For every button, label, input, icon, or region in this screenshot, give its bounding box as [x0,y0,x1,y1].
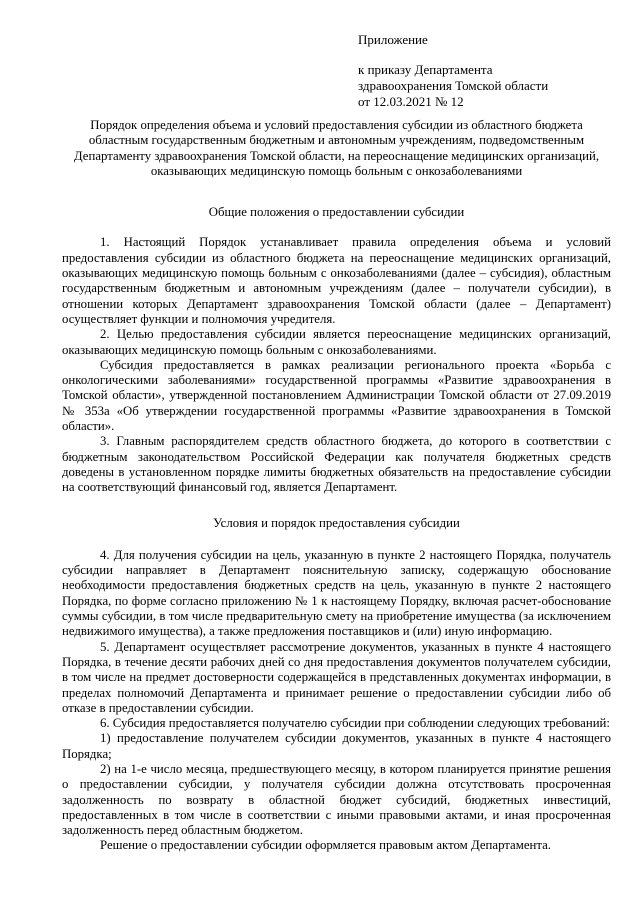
section-heading-conditions: Условия и порядок предоставления субсидии [213,515,460,530]
paragraph: 1) предоставление получателем субсидии документов, указанных в пункте 4 настоящего Порядка; [62,731,611,761]
paragraph: Решение о предоставлении субсидии оформляется правовым актом Департамента. [100,838,551,853]
appendix-block [358,32,628,110]
document-title: Порядок определения объема и условий предоставления субсидии из областного бюджета областным государственным бюджетным и автономным учреждениям, подведомственным Департаменту здравоохранения Томской области, на переоснащение медицинских организаций, оказывающих медицинскую помощь больным с онкозаболеваниями [73,118,600,178]
paragraph: 4. Для получения субсидии на цель, указанную в пункте 2 настоящего Порядка, получатель субсидии направляет в Департамент пояснительную записку, содержащую обоснование необходимости предоставления бюджетных средств на цель, указанную в пункте 2 настоящего Порядка, по форме согласно приложению № 1 к настоящему Порядку, включая расчет-обоснование суммы субсидии, в том числе предварительную смету на приобретение имущества (за исключением недвижимого имущества), а также предложения поставщиков и (или) иную информацию. [62,547,611,639]
section-heading-general: Общие положения о предоставлении субсидии [208,205,465,220]
paragraph: 3. Главным распорядителем средств областного бюджета, до которого в соответствии с бюджетным законодательством Российской Федерации как получателя бюджетных средств доведены в установленном порядке лимиты бюджетных обязательств на предоставление субсидии на соответствующий финансовый год, является Департамент. [62,434,611,495]
paragraph: 2) на 1-е число месяца, предшествующего месяцу, в котором планируется принятие решения о предоставлении субсидии, у получателя субсидии должна отсутствовать просроченная задолженность по возврату в областной бюджет субсидий, бюджетных инвестиций, предоставленных в том числе в соответствии с иными правовыми актами, и иная просроченная задолженность перед областным бюджетом. [62,761,611,838]
appendix-line-3: от 12.03.2021 № 12 [358,94,464,109]
appendix-line-2: здравоохранения Томской области [358,78,549,93]
paragraph: 5. Департамент осуществляет рассмотрение документов, указанных в пункте 4 настоящего Порядка, в течение десяти рабочих дней со дня предоставления документов получателем субсидии, в том числе на предмет достоверности содержащейся в представленных документах информации, в пределах полномочий Департамента и принимает решение о предоставлении субсидии либо об отказе в предоставлении субсидии. [62,639,611,715]
spacer [62,496,611,516]
paragraph: Субсидия предоставляется в рамках реализации регионального проекта «Борьба с онкологическими заболеваниями» государственной программы «Развитие здравоохранения в Томской области», утвержденной постановлением Администрации Томской области от 27.09.2019 № 353а «Об утверждении государственной программы «Развитие здравоохранения в Томской области». [62,357,611,434]
paragraph: 6. Субсидия предоставляется получателю субсидии при соблюдении следующих требований: [100,716,610,731]
document-body [62,118,611,854]
appendix-label: Приложение [358,32,428,47]
spacer [62,179,611,205]
appendix-line-1: к приказу Департамента [358,62,493,77]
spacer [358,48,628,62]
spacer [62,220,611,235]
spacer [62,531,611,548]
paragraph: 2. Целью предоставления субсидии является переоснащение медицинских организаций, оказывающих медицинскую помощь больным с онкозаболеваниями. [62,327,611,357]
paragraph: 1. Настоящий Порядок устанавливает правила определения объема и условий предоставления субсидии из областного бюджета на переоснащение медицинских организаций, оказывающих медицинскую помощь больным с онкозаболеваниями (далее – субсидия), областным государственным бюджетным и автономным учреждениям (далее – получатели субсидии), в отношении которых Департамент здравоохранения Томской области (далее – Департамент) осуществляет функции и полномочия учредителя. [62,235,611,326]
